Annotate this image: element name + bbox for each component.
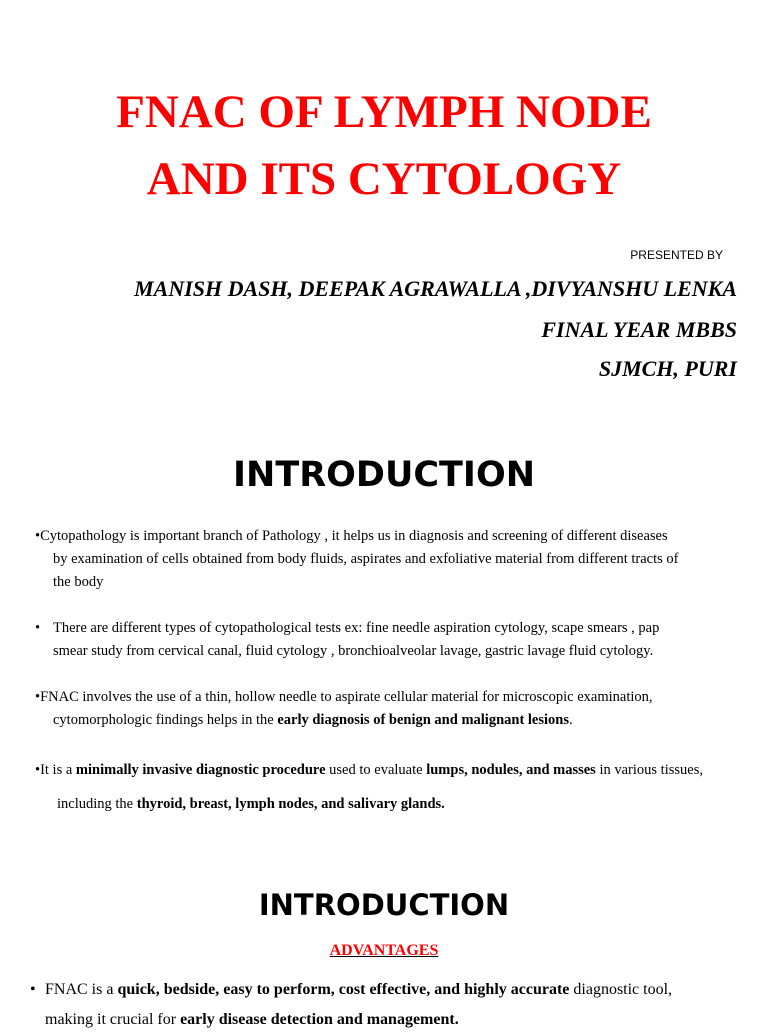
adv-d: making it crucial for [45, 1011, 181, 1028]
p4-e: in various tissues, [595, 762, 703, 778]
p4-b: minimally invasive diagnostic procedure [75, 762, 326, 778]
intro-paragraph-1 [35, 525, 735, 594]
p4-d: lumps, nodules, and masses [426, 762, 596, 778]
year-line: FINAL YEAR MBBS [541, 317, 737, 342]
advantages-subheading [0, 942, 768, 960]
intro-paragraph-4 [35, 759, 735, 816]
adv-c: diagnostic tool, [569, 981, 673, 998]
title-text-1: FNAC OF LYMPH NODE [116, 86, 652, 138]
p2-line-1: There are different types of cytopathological tests ex: fine needle aspiration cytology, scape smears , pap [53, 620, 660, 636]
title-text-2: AND ITS CYTOLOGY [146, 153, 622, 205]
p3-line-2b: early diagnosis of benign and malignant lesions [277, 712, 569, 728]
intro-heading-2: INTRODUCTION [258, 888, 510, 922]
advantages-text: ADVANTAGES [329, 942, 439, 959]
bullet: • [30, 981, 36, 998]
title-line-1 [0, 79, 768, 145]
intro-paragraph-2 [35, 617, 735, 663]
p3-line-2c: . [569, 712, 573, 728]
intro-paragraph-3 [35, 686, 735, 732]
p1-line-2: by examination of cells obtained from body fluids, aspirates and exfoliative material from different tracts of [53, 551, 679, 567]
adv-e: early disease detection and management. [180, 1011, 459, 1028]
adv-b: quick, bedside, easy to perform, cost effective, and highly accurate [117, 981, 570, 998]
authors-line: MANISH DASH, DEEPAK AGRAWALLA ,DIVYANSHU LENKA [134, 276, 737, 301]
adv-a: FNAC is a [45, 981, 118, 998]
institute-line: SJMCH, PURI [598, 356, 737, 381]
bullet: • [35, 528, 41, 544]
intro-heading-1: INTRODUCTION [233, 455, 535, 495]
bullet: • [35, 689, 41, 705]
p4-f: including the [57, 796, 137, 812]
p3-line-2a: cytomorphologic findings helps in the [53, 712, 278, 728]
bullet: • [35, 762, 41, 778]
p2-line-2: smear study from cervical canal, fluid cytology , bronchioalveolar lavage, gastric lavage fluid cytology. [53, 643, 654, 659]
p1-line-3: the body [53, 574, 104, 590]
bullet: • [35, 620, 41, 636]
p4-c: used to evaluate [325, 762, 427, 778]
advantages-paragraph [30, 975, 750, 1035]
p4-a: It is a [40, 762, 76, 778]
p3-line-1: FNAC involves the use of a thin, hollow needle to aspirate cellular material for microscopic examination, [40, 689, 653, 705]
title-line-2 [0, 146, 768, 212]
p4-g: thyroid, breast, lymph nodes, and salivary glands. [136, 796, 445, 812]
p1-line-1: Cytopathology is important branch of Pathology , it helps us in diagnosis and screening of different diseases [40, 528, 668, 544]
presented-by-label: PRESENTED BY [630, 248, 723, 262]
